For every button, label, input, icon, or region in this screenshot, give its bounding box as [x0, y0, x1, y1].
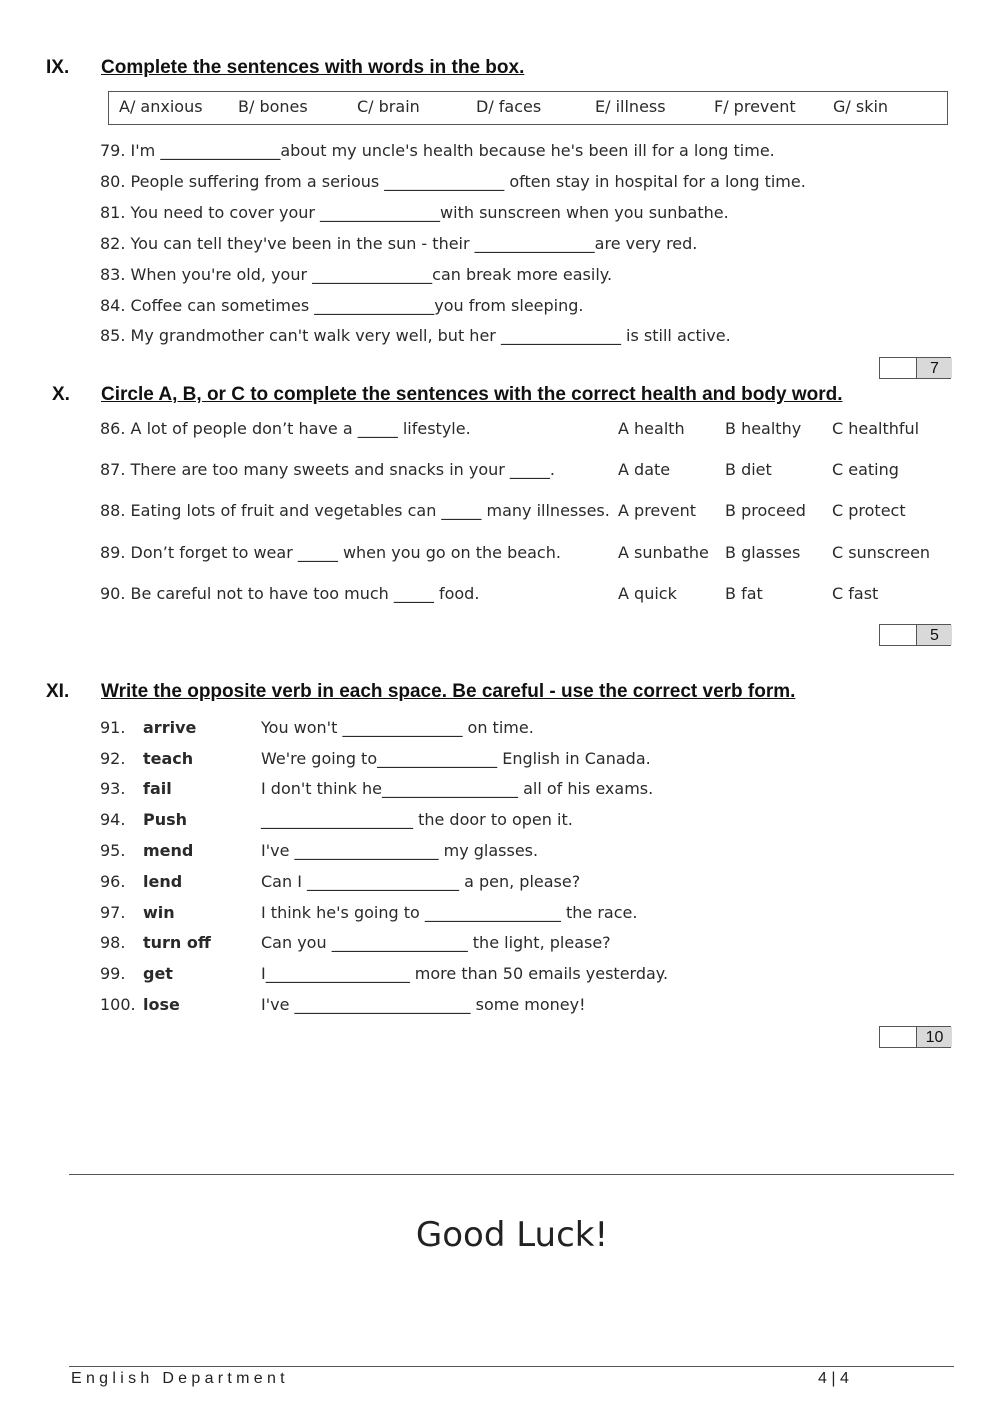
item-verb: lose — [143, 995, 180, 1014]
question-90: 90. Be careful not to have too much _____ food. — [100, 584, 480, 603]
section-ix-number: IX. — [46, 57, 70, 78]
item-sentence: I__________________ more than 50 emails yesterday. — [261, 964, 669, 983]
item-number: 91. — [100, 718, 126, 737]
option-b[interactable]: B proceed — [725, 501, 806, 520]
footer-department: English Department — [71, 1370, 289, 1387]
question-79: 79. I'm _______________about my uncle's health because he's been ill for a long time. — [100, 141, 775, 160]
item-verb: fail — [143, 779, 172, 798]
word-box — [108, 91, 948, 125]
box-word: G/ skin — [833, 97, 889, 116]
item-number: 96. — [100, 872, 126, 891]
option-b[interactable]: B glasses — [725, 543, 801, 562]
score-xi: 10 — [916, 1027, 952, 1047]
item-sentence: ___________________ the door to open it. — [261, 810, 573, 829]
section-xi-title: Write the opposite verb in each space. Be careful - use the correct verb form. — [101, 681, 796, 702]
item-sentence: You won't _______________ on time. — [261, 718, 534, 737]
item-verb: lend — [143, 872, 183, 891]
item-number: 100. — [100, 995, 136, 1014]
option-c[interactable]: C fast — [832, 584, 879, 603]
question-82: 82. You can tell they've been in the sun - their _______________are very red. — [100, 234, 698, 253]
item-sentence: I don't think he_________________ all of his exams. — [261, 779, 654, 798]
option-b[interactable]: B healthy — [725, 419, 802, 438]
question-80: 80. People suffering from a serious _______________ often stay in hospital for a long time. — [100, 172, 806, 191]
question-88: 88. Eating lots of fruit and vegetables can _____ many illnesses. — [100, 501, 610, 520]
box-word: D/ faces — [476, 97, 542, 116]
item-verb: win — [143, 903, 175, 922]
option-a[interactable]: A prevent — [618, 501, 696, 520]
item-sentence: Can I ___________________ a pen, please? — [261, 872, 581, 891]
footer-divider — [69, 1366, 954, 1367]
section-x-number: X. — [52, 384, 70, 405]
item-sentence: We're going to_______________ English in Canada. — [261, 749, 651, 768]
option-a[interactable]: A sunbathe — [618, 543, 709, 562]
item-sentence: I've __________________ my glasses. — [261, 841, 539, 860]
item-verb: arrive — [143, 718, 197, 737]
box-word: E/ illness — [595, 97, 666, 116]
option-c[interactable]: C sunscreen — [832, 543, 931, 562]
question-83: 83. When you're old, your _______________can break more easily. — [100, 265, 613, 284]
item-number: 97. — [100, 903, 126, 922]
box-word: F/ prevent — [714, 97, 796, 116]
box-word: C/ brain — [357, 97, 420, 116]
question-81: 81. You need to cover your _______________with sunscreen when you sunbathe. — [100, 203, 729, 222]
option-b[interactable]: B fat — [725, 584, 763, 603]
item-number: 95. — [100, 841, 126, 860]
divider — [69, 1174, 954, 1175]
box-word: A/ anxious — [119, 97, 203, 116]
item-verb: mend — [143, 841, 194, 860]
option-a[interactable]: A quick — [618, 584, 677, 603]
option-c[interactable]: C healthful — [832, 419, 920, 438]
score-ix: 7 — [916, 358, 952, 378]
item-sentence: Can you _________________ the light, please? — [261, 933, 611, 952]
item-sentence: I've ______________________ some money! — [261, 995, 586, 1014]
score-x: 5 — [916, 625, 952, 645]
item-verb: get — [143, 964, 173, 983]
score-box-ix — [879, 357, 951, 379]
item-number: 99. — [100, 964, 126, 983]
question-84: 84. Coffee can sometimes _______________you from sleeping. — [100, 296, 584, 315]
item-number: 92. — [100, 749, 126, 768]
option-a[interactable]: A date — [618, 460, 671, 479]
option-b[interactable]: B diet — [725, 460, 772, 479]
score-box-x — [879, 624, 951, 646]
section-x-title: Circle A, B, or C to complete the sentences with the correct health and body word. — [101, 384, 843, 405]
question-89: 89. Don’t forget to wear _____ when you go on the beach. — [100, 543, 561, 562]
section-ix-title: Complete the sentences with words in the box. — [101, 57, 525, 78]
item-verb: teach — [143, 749, 194, 768]
option-c[interactable]: C protect — [832, 501, 906, 520]
good-luck: Good Luck! — [415, 1215, 609, 1255]
box-word: B/ bones — [238, 97, 308, 116]
item-number: 98. — [100, 933, 126, 952]
item-verb: Push — [143, 810, 188, 829]
page-number: 4 | 4 — [818, 1370, 849, 1387]
option-a[interactable]: A health — [618, 419, 685, 438]
question-85: 85. My grandmother can't walk very well, but her _______________ is still active. — [100, 326, 731, 345]
option-c[interactable]: C eating — [832, 460, 899, 479]
item-number: 93. — [100, 779, 126, 798]
item-sentence: I think he's going to _________________ the race. — [261, 903, 638, 922]
item-number: 94. — [100, 810, 126, 829]
question-86: 86. A lot of people don’t have a _____ lifestyle. — [100, 419, 471, 438]
question-87: 87. There are too many sweets and snacks in your _____. — [100, 460, 556, 479]
score-box-xi — [879, 1026, 951, 1048]
section-xi-number: XI. — [46, 681, 70, 702]
item-verb: turn off — [143, 933, 211, 952]
